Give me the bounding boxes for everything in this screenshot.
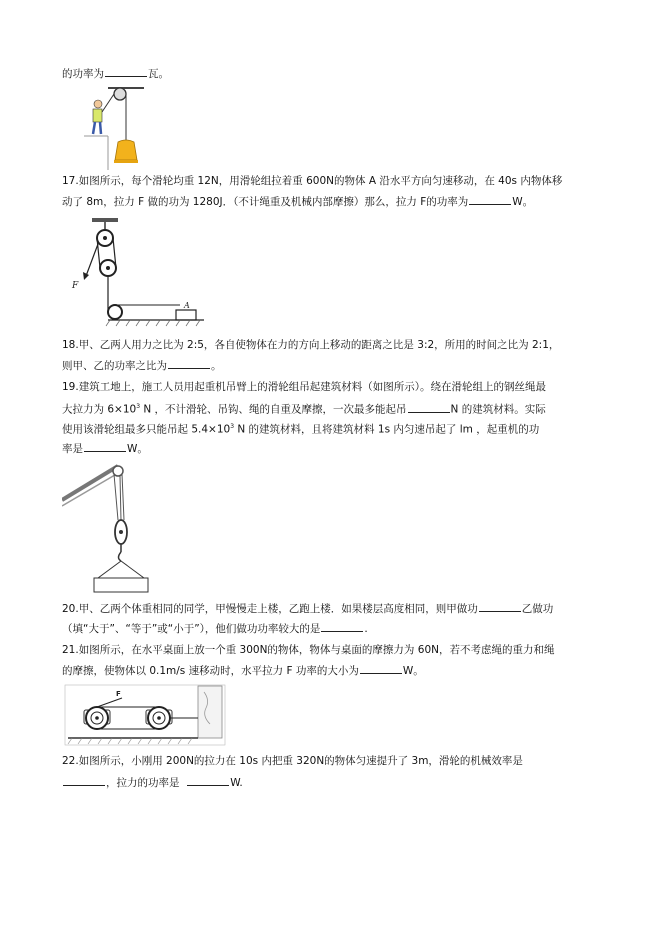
q19-exp2: 3 xyxy=(230,423,235,430)
q18-text2: 则甲、乙的功率之比为 xyxy=(62,360,167,372)
q17-line1 xyxy=(62,174,562,188)
q18-end: 。 xyxy=(211,360,222,372)
q17-fig-F: F xyxy=(72,281,79,291)
q19-line4 xyxy=(62,441,148,456)
q19-text1: 19.建筑工地上，施工人员用起重机吊臂上的滑轮组吊起建筑材料（如图所示）。绕在滑轮组上的钢丝绳最 xyxy=(62,381,546,393)
q17-text2: 动了 8m，拉力 F 做的功为 1280J．（不计绳重及机械内部摩擦）那么，拉力 F的功率为 xyxy=(62,196,469,208)
q18-text1: 18.甲、乙两人用力之比为 2:5，各自使物体在力的方向上移动的距离之比是 3:2，所用的时间之比为 2:1， xyxy=(62,339,560,351)
q20-text2a: （填“大于”、“等于”或“小于”），他们做功功率较大的是 xyxy=(62,623,321,635)
q19-line2 xyxy=(62,400,546,417)
q21-line1 xyxy=(62,643,554,657)
q22-text1: 22.如图所示，小刚用 200N的拉力在 10s 内把重 320N的物体匀速提升了 3m，滑轮的机械效率是 xyxy=(62,755,523,767)
q22-blank2[interactable] xyxy=(187,775,229,786)
q19-text2c: N 的建筑材料。实际 xyxy=(450,403,546,416)
q19-blank2[interactable] xyxy=(84,441,126,452)
q17-unit: W。 xyxy=(512,196,534,208)
q20-line2 xyxy=(62,621,368,636)
q20-line1 xyxy=(62,601,553,616)
q20-blank2[interactable] xyxy=(321,621,363,632)
q20-end: . xyxy=(364,623,368,635)
q20-blank1[interactable] xyxy=(479,601,521,612)
q21-fig-F: F xyxy=(116,690,121,698)
q19-line1 xyxy=(62,380,546,394)
q17-figure xyxy=(70,218,210,330)
ground-pulley-icon xyxy=(108,305,122,319)
box-A xyxy=(176,310,196,320)
q21-unit: W。 xyxy=(402,665,424,677)
load-block xyxy=(94,578,148,592)
q18-line2 xyxy=(62,358,222,373)
q17-blank[interactable] xyxy=(469,194,511,205)
q16-figure xyxy=(84,84,144,170)
q19-text3a: 使用该滑轮组最多只能吊起 5.4×10 xyxy=(62,423,231,436)
q22-unit: W. xyxy=(230,777,243,789)
pulley-icon xyxy=(114,88,126,100)
q16-text: 的功率为 xyxy=(62,68,104,80)
q17-line2 xyxy=(62,194,533,209)
q18-line1 xyxy=(62,338,559,352)
hook-icon xyxy=(119,552,122,561)
q16-line xyxy=(62,66,169,81)
q17-fig-A: A xyxy=(184,301,190,310)
q19-figure xyxy=(62,462,162,594)
q19-exp1: 3 xyxy=(136,403,141,410)
q22-line1 xyxy=(62,754,523,768)
q22-text2a: ，拉力的功率是 xyxy=(106,777,180,789)
q19-text2b: N ，不计滑轮、吊钩、绳的自重及摩擦，一次最多能起吊 xyxy=(140,403,407,416)
q20-text1a: 20.甲、乙两个体重相同的同学，甲慢慢走上楼，乙跑上楼．如果楼层高度相同，则甲做功 xyxy=(62,603,478,615)
q19-line3 xyxy=(62,420,539,437)
q18-blank[interactable] xyxy=(168,358,210,369)
q21-text2a: 的摩擦，使物体以 0.1m/s 速移动时，水平拉力 F 功率的大小为 xyxy=(62,665,359,677)
bell-icon xyxy=(115,140,137,160)
q16-blank[interactable] xyxy=(105,66,147,77)
q21-blank[interactable] xyxy=(360,663,402,674)
q19-unit: W。 xyxy=(127,443,148,455)
q21-line2 xyxy=(62,663,424,678)
q16-unit: 瓦。 xyxy=(148,68,169,80)
q19-text3b: N 的建筑材料，且将建筑材料 1s 内匀速吊起了 lm ，起重机的功 xyxy=(234,423,540,436)
q21-text1: 21.如图所示，在水平桌面上放一个重 300N的物体，物体与桌面的摩擦力为 60N，若不考虑绳的重力和绳 xyxy=(62,644,555,656)
q19-text2a: 大拉力为 6×10 xyxy=(62,403,137,416)
q21-figure xyxy=(64,684,228,748)
q22-line2 xyxy=(62,775,243,790)
q19-blank1[interactable] xyxy=(408,402,450,413)
q17-text1: 17.如图所示，每个滑轮均重 12N，用滑轮组拉着重 600N的物体 A 沿水平方向匀速移动，在 40s 内物体移 xyxy=(62,175,563,187)
q22-blank1[interactable] xyxy=(63,775,105,786)
q19-text4a: 率是 xyxy=(62,443,83,455)
q20-text1b: 乙做功 xyxy=(521,603,554,615)
wall xyxy=(198,686,222,738)
